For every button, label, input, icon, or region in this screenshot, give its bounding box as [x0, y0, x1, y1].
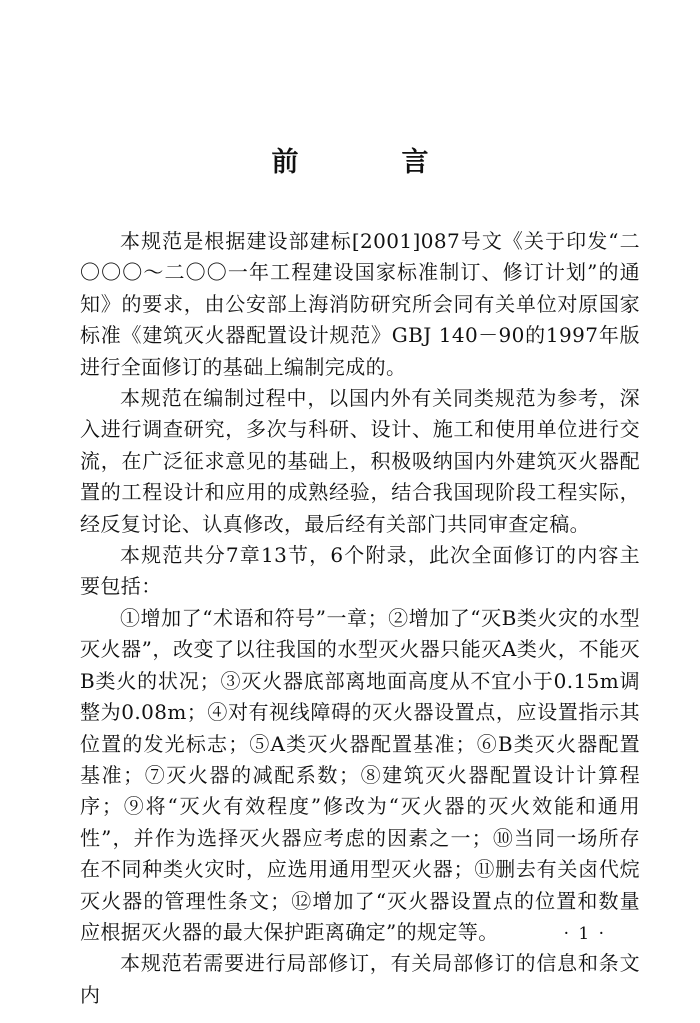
preface-body [80, 226, 640, 1011]
paragraph-5: 本规范若需要进行局部修订，有关局部修订的信息和条文内 [80, 951, 640, 1007]
page-number: · 1 · [563, 924, 606, 944]
paragraph-4: ①增加了“术语和符号”一章；②增加了“灭B类火灾的水型灭火器”，改变了以往我国的水型灭火器只能灭A类火，不能灭B类火的状况；③灭火器底部离地面高度从不宜小于0.15m调整为0.08m；④对有视线障碍的灭火器设置点，应设置指示其位置的发光标志；⑤A类灭火器配置基准；⑥B类灭火器配置基准；⑦灭火器的减配系数；⑧建筑灭火器配置设计计算程序；⑨将“灭火有效程度”修改为“灭火器的灭火效能和通用性”，并作为选择灭火器应考虑的因素之一；⑩当同一场所存在不同种类火灾时，应选用通用型灭火器；⑪删去有关卤代烷灭火器的管理性条文；⑫增加了“灭火器设置点的位置和数量应根据灭火器的最大保护距离确定”的规定等。 [80, 605, 640, 944]
paragraph-1: 本规范是根据建设部建标[2001]087号文《关于印发“二〇〇〇～二〇〇一年工程建设国家标准制订、修订计划”的通知》的要求，由公安部上海消防研究所会同有关单位对原国家标准《建筑灭火器配置设计规范》GBJ 140－90的1997年版进行全面修订的基础上编制完成的。 [80, 229, 640, 379]
paragraph-2: 本规范在编制过程中，以国内外有关同类规范为参考，深入进行调查研究，多次与科研、设计、施工和使用单位进行交流，在广泛征求意见的基础上，积极吸纳国内外建筑灭火器配置的工程设计和应用的成熟经验，结合我国现阶段工程实际，经反复讨论、认真修改，最后经有关部门共同审查定稿。 [80, 386, 640, 536]
paragraph-3: 本规范共分7章13节，6个附录，此次全面修订的内容主要包括： [80, 543, 640, 599]
page-title: 前 言 [271, 147, 467, 178]
